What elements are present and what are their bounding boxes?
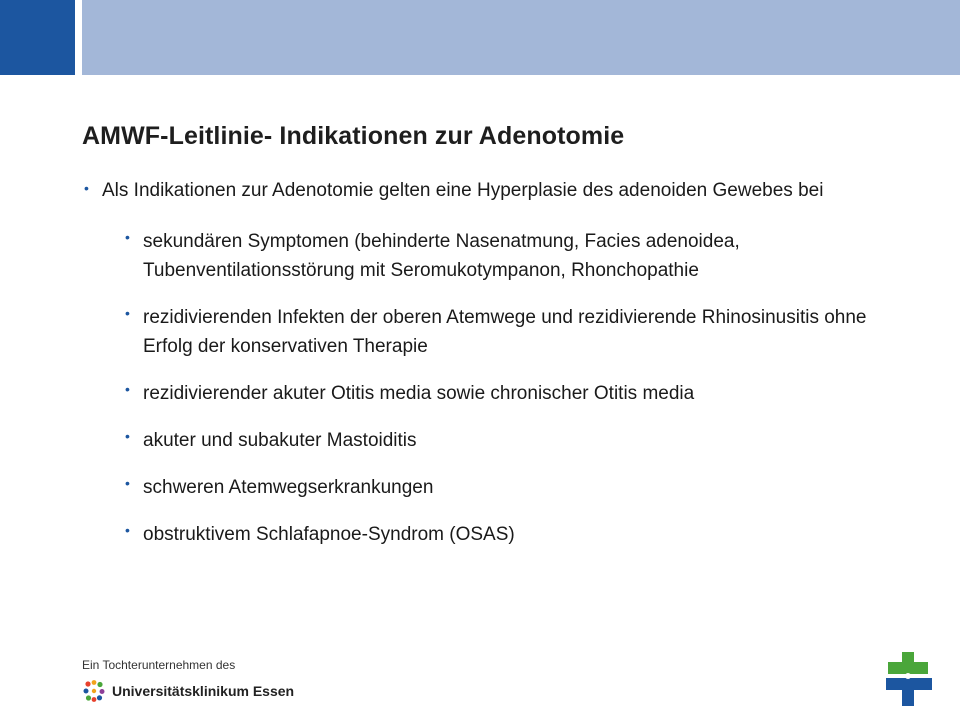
header-band-dark [0, 0, 75, 75]
footer-caption: Ein Tochterunternehmen des [82, 658, 236, 672]
bullet-text: Als Indikationen zur Adenotomie gelten eine Hyperplasie des adenoiden Gewebes bei [102, 180, 824, 201]
cross-logo-icon [878, 652, 940, 708]
bullet-text: rezidivierender akuter Otitis media sowie chronischer Otitis media [143, 383, 695, 404]
sub-bullet-item [125, 227, 882, 285]
sub-bullet-item [125, 520, 882, 549]
slide-title: AMWF-Leitlinie- Indikationen zur Adenotomie [82, 122, 625, 150]
bullet-dot-icon: • [125, 381, 130, 397]
bullet-item [82, 176, 882, 205]
brand-name: Universitätsklinikum Essen [112, 683, 295, 699]
sub-bullet-item [125, 473, 882, 502]
bullet-text: obstruktivem Schlafapnoe-Syndrom (OSAS) [143, 524, 515, 545]
bullet-dot-icon: • [125, 428, 130, 444]
university-hospital-logo-icon [82, 679, 106, 703]
bullet-list [82, 176, 882, 549]
sub-bullet-item [125, 303, 882, 361]
bullet-dot-icon: • [84, 180, 89, 196]
sub-bullet-item [125, 426, 882, 455]
bullet-dot-icon: • [125, 229, 130, 245]
header-band-light [82, 0, 960, 75]
bullet-dot-icon: • [125, 475, 130, 491]
bullet-text: sekundären Symptomen (behinderte Nasenatmung, Facies adenoidea, Tubenventilationsstörung mit Seromukotympanon, Rhonchopathie [143, 231, 740, 281]
bullet-text: schweren Atemwegserkrankungen [143, 477, 434, 498]
bullet-text: akuter und subakuter Mastoiditis [143, 430, 417, 451]
sub-bullet-item [125, 379, 882, 408]
bullet-dot-icon: • [125, 305, 130, 321]
footer-brand [82, 678, 294, 704]
bullet-text: rezidivierenden Infekten der oberen Atemwege und rezidivierende Rhinosinusitis ohne Erfolg der konservativen Therapie [143, 307, 867, 357]
bullet-dot-icon: • [125, 522, 130, 538]
